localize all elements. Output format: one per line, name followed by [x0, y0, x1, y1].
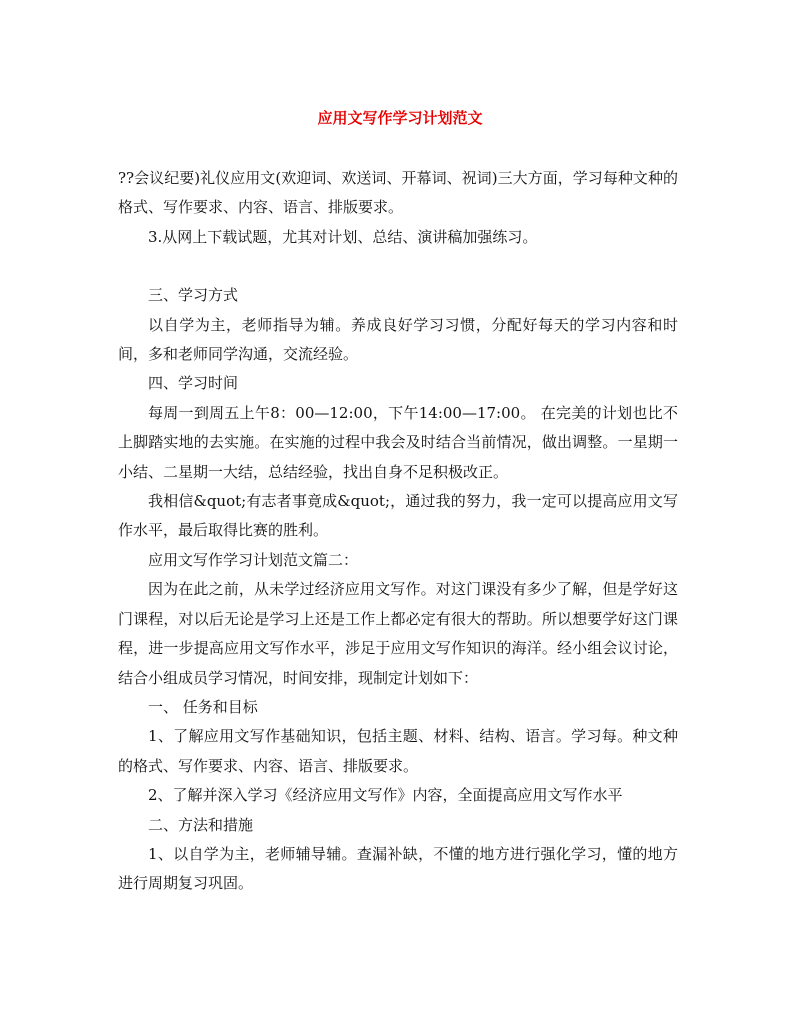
paragraph-continued: ??会议纪要)礼仪应用文(欢迎词、欢送词、开幕词、祝词)三大方面，学习每种文种的格式、写作要求、内容、语言、排版要求。: [118, 169, 678, 217]
paragraph-study-method: 以自学为主，老师指导为辅。养成良好学习习惯，分配好每天的学习内容和时间，多和老师同学沟通，交流经验。: [118, 315, 678, 364]
document-title: 应用文写作学习计划范文: [317, 109, 483, 127]
paragraph-method-one: 1、以自学为主，老师辅导辅。查漏补缺，不懂的地方进行强化学习，懂的地方进行周期复习巩固。: [118, 844, 678, 893]
heading-methods: 二、方法和措施: [148, 815, 254, 834]
heading-sample-two: 应用文写作学习计划范文篇二：: [148, 550, 359, 569]
paragraph-goal-two: 2、了解并深入学习《经济应用文写作》内容，全面提高应用文写作水平: [148, 786, 623, 805]
heading-study-method: 三、学习方式: [148, 286, 239, 305]
paragraph-belief: 我相信&quot;有志者事竟成&quot;，通过我的努力，我一定可以提高应用文写作水平，最后取得比赛的胜利。: [118, 492, 678, 540]
paragraph-study-time: 每周一到周五上午8：00—12:00，下午14:00—17:00。 在完美的计划也比不上脚踏实地的去实施。在实施的过程中我会及时结合当前情况，做出调整。一星期一小结、二星期一大结，总结经验，找出自身不足积极改正。: [118, 403, 678, 481]
paragraph-download-tests: 3.从网上下载试题，尤其对计划、总结、演讲稿加强练习。: [148, 227, 538, 246]
document-body: [118, 164, 678, 899]
heading-study-time: 四、学习时间: [148, 374, 239, 393]
paragraph-background: 因为在此之前，从未学过经济应用文写作。对这门课没有多少了解，但是学好这门课程，对以后无论是学习上还是工作上都必定有很大的帮助。所以想要学好这门课程，进一步提高应用文写作水平，涉足于应用文写作知识的海洋。经小组会议讨论，结合小组成员学习情况，时间安排，现制定计划如下：: [118, 580, 678, 687]
heading-tasks-goals: 一、 任务和目标: [148, 697, 258, 716]
paragraph-goal-one: 1、了解应用文写作基础知识，包括主题、材料、结构、语言。学习每。种文种的格式、写作要求、内容、语言、排版要求。: [118, 727, 678, 775]
